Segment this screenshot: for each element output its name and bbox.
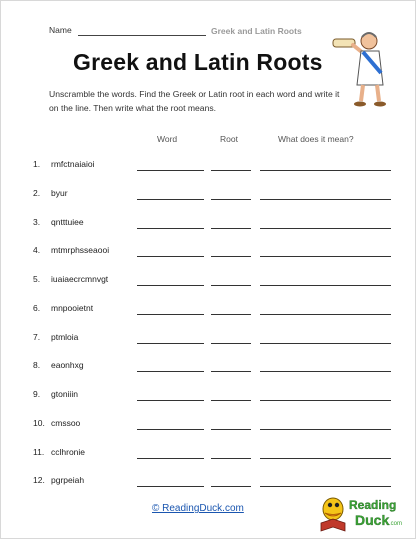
- root-answer-line[interactable]: [211, 314, 251, 315]
- list-item: [33, 188, 403, 202]
- meaning-answer-line[interactable]: [260, 400, 391, 401]
- list-item: [33, 418, 403, 432]
- word-answer-line[interactable]: [137, 199, 204, 200]
- scrambled-word: mnpooietnt: [51, 303, 94, 313]
- list-item: [33, 245, 403, 259]
- reading-duck-logo-icon: [319, 489, 405, 535]
- list-item: [33, 475, 403, 489]
- column-header-meaning: What does it mean?: [278, 134, 354, 144]
- instructions-text: Unscramble the words. Find the Greek or Latin root in each word and write it on the line. Then write what the root means.: [49, 89, 340, 113]
- root-answer-line[interactable]: [211, 285, 251, 286]
- meaning-answer-line[interactable]: [260, 170, 391, 171]
- meaning-answer-line[interactable]: [260, 228, 391, 229]
- scrambled-word: cmssoo: [51, 418, 81, 428]
- item-number: 7.: [33, 332, 41, 342]
- word-answer-line[interactable]: [137, 486, 204, 487]
- name-blank-line[interactable]: [78, 35, 206, 36]
- meaning-answer-line[interactable]: [260, 256, 391, 257]
- item-number: 12.: [33, 475, 45, 485]
- root-answer-line[interactable]: [211, 199, 251, 200]
- scrambled-word: pgrpeiah: [51, 475, 85, 485]
- list-item: [33, 389, 403, 403]
- word-answer-line[interactable]: [137, 228, 204, 229]
- column-header-root: Root: [220, 134, 238, 144]
- item-number: 4.: [33, 245, 41, 255]
- word-answer-line[interactable]: [137, 256, 204, 257]
- word-answer-line[interactable]: [137, 170, 204, 171]
- list-item: [33, 159, 403, 173]
- word-answer-line[interactable]: [137, 400, 204, 401]
- scrambled-word: cclhronie: [51, 447, 86, 457]
- list-item: [33, 303, 403, 317]
- header-topic: Greek and Latin Roots: [211, 26, 302, 36]
- list-item: [33, 217, 403, 231]
- root-answer-line[interactable]: [211, 371, 251, 372]
- readingduck-link[interactable]: © ReadingDuck.com: [152, 503, 244, 514]
- scrambled-word: iuaiaecrcmnvgt: [51, 274, 109, 284]
- item-number: 10.: [33, 418, 45, 428]
- root-answer-line[interactable]: [211, 429, 251, 430]
- item-number: 1.: [33, 159, 41, 169]
- meaning-answer-line[interactable]: [260, 429, 391, 430]
- root-answer-line[interactable]: [211, 228, 251, 229]
- item-number: 2.: [33, 188, 41, 198]
- list-item: [33, 274, 403, 288]
- scrambled-word: rmfctnaiaioi: [51, 159, 95, 169]
- list-item: [33, 332, 403, 346]
- meaning-answer-line[interactable]: [260, 486, 391, 487]
- name-label: Name: [49, 25, 72, 35]
- scrambled-word: eaonhxg: [51, 360, 84, 370]
- item-number: 6.: [33, 303, 41, 313]
- word-answer-line[interactable]: [137, 343, 204, 344]
- list-item: [33, 360, 403, 374]
- word-answer-line[interactable]: [137, 371, 204, 372]
- root-answer-line[interactable]: [211, 486, 251, 487]
- word-answer-line[interactable]: [137, 285, 204, 286]
- item-number: 8.: [33, 360, 41, 370]
- root-answer-line[interactable]: [211, 170, 251, 171]
- item-number: 9.: [33, 389, 41, 399]
- item-number: 11.: [33, 447, 45, 457]
- column-header-word: Word: [157, 134, 178, 144]
- scrambled-word: gtoniiin: [51, 389, 78, 399]
- meaning-answer-line[interactable]: [260, 371, 391, 372]
- meaning-answer-line[interactable]: [260, 285, 391, 286]
- word-answer-line[interactable]: [137, 314, 204, 315]
- word-answer-line[interactable]: [137, 458, 204, 459]
- scrambled-word: ptmloia: [51, 332, 79, 342]
- scrambled-word: byur: [51, 188, 68, 198]
- logo-text-reading: Reading: [349, 498, 397, 512]
- item-number: 3.: [33, 217, 41, 227]
- meaning-answer-line[interactable]: [260, 458, 391, 459]
- word-answer-line[interactable]: [137, 429, 204, 430]
- meaning-answer-line[interactable]: [260, 314, 391, 315]
- page-title: Greek and Latin Roots: [73, 49, 323, 75]
- scrambled-word: mtmrphsseaooi: [51, 245, 110, 255]
- root-answer-line[interactable]: [211, 256, 251, 257]
- root-answer-line[interactable]: [211, 343, 251, 344]
- meaning-answer-line[interactable]: [260, 199, 391, 200]
- root-answer-line[interactable]: [211, 458, 251, 459]
- root-answer-line[interactable]: [211, 400, 251, 401]
- meaning-answer-line[interactable]: [260, 343, 391, 344]
- scrambled-word: qntttuiee: [51, 217, 84, 227]
- list-item: [33, 447, 403, 461]
- item-number: 5.: [33, 274, 41, 284]
- logo-text-suffix: .com: [389, 521, 403, 527]
- logo-text-duck: Duck: [355, 512, 390, 528]
